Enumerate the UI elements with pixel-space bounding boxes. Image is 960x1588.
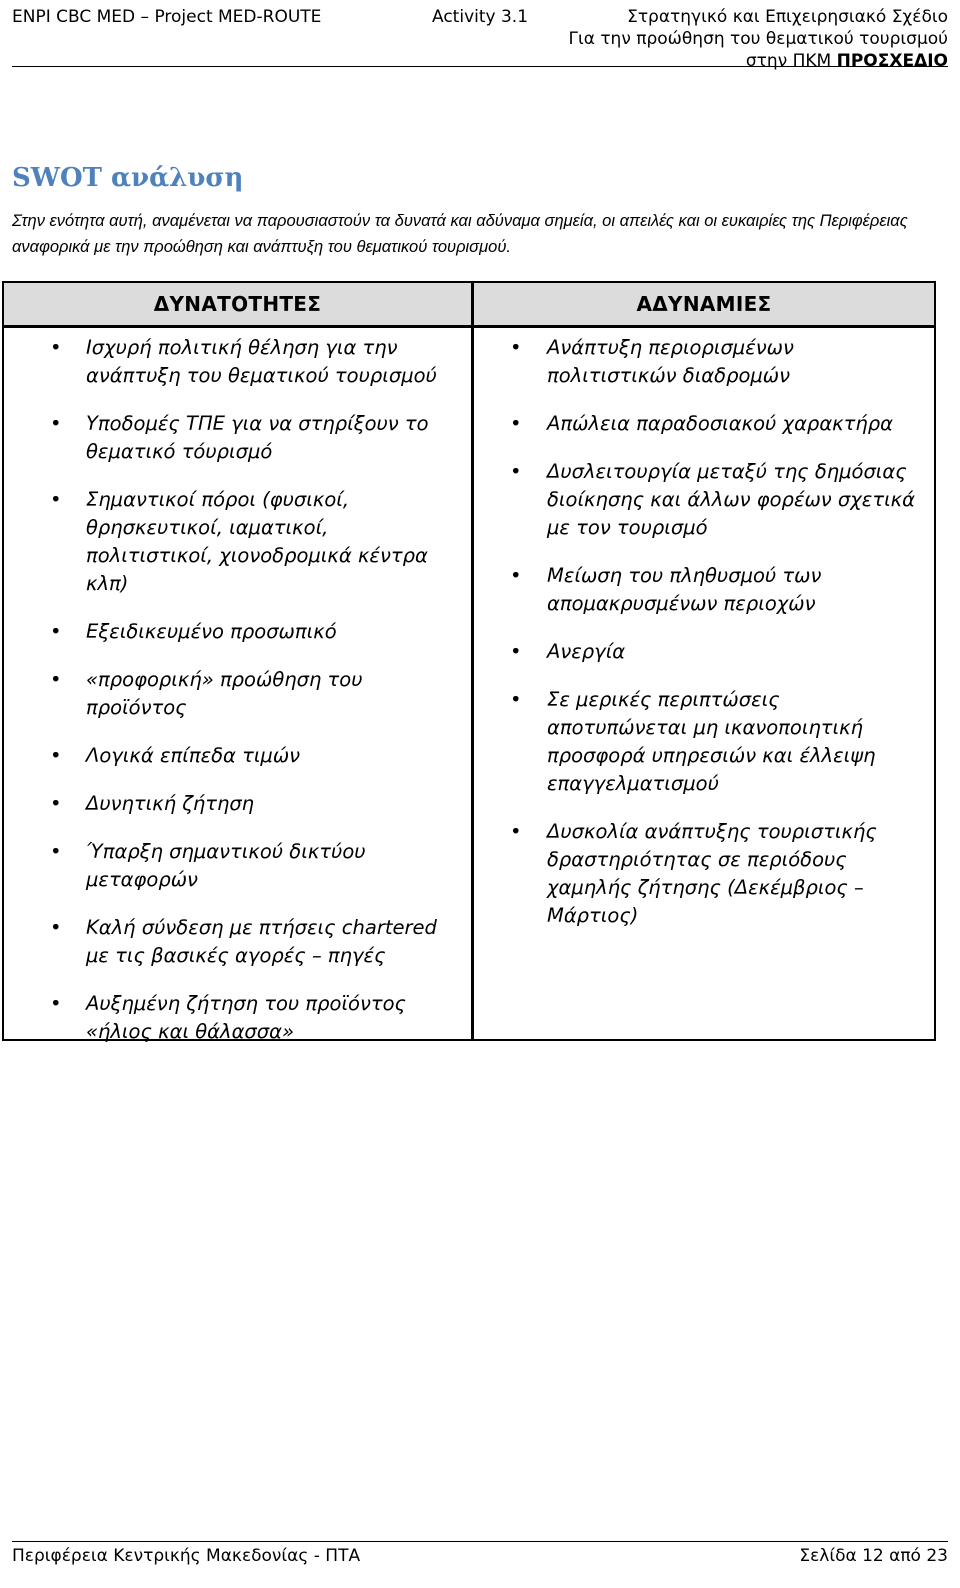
bullet-icon: • [510, 336, 522, 359]
bullet-icon: • [50, 840, 62, 863]
page-number: Σελίδα 12 από 23 [799, 1546, 948, 1566]
list-item [474, 818, 934, 930]
section-intro: Στην ενότητα αυτή, αναμένεται να παρουσιαστούν τα δυνατά και αδύναμα σημεία, οι απειλές και οι ευκαιρίες της Περιφέρειας αναφορικά με την προώθηση και ανάπτυξη του θεματικού τουρισμού. [12, 212, 908, 256]
bullet-icon: • [50, 992, 62, 1015]
draft-label: ΠΡΟΣΧΕΔΙΟ [836, 51, 948, 71]
list-item [4, 666, 471, 722]
list-item-text: Μείωση του πληθυσμού των απομακρυσμένων περιοχών [547, 564, 822, 615]
header-title-line-3 [568, 50, 948, 72]
list-item [4, 410, 471, 466]
list-item-text: Εξειδικευμένο προσωπικό [86, 620, 337, 643]
strengths-column [4, 283, 474, 1043]
list-item-text: Ύπαρξη σημαντικού δικτύου μεταφορών [86, 840, 366, 891]
header-document-title [568, 6, 948, 72]
bullet-icon: • [510, 564, 522, 587]
bullet-icon: • [50, 488, 62, 511]
list-item-text: Δυσλειτουργία μεταξύ της δημόσιας διοίκησης και άλλων φορέων σχετικά με τον τουρισμό [547, 460, 916, 539]
weaknesses-column [474, 283, 934, 1039]
weaknesses-list [474, 328, 934, 930]
list-item-text: Σημαντικοί πόροι (φυσικοί, θρησκευτικοί, ιαματικοί, πολιτιστικοί, χιονοδρομικά κέντρα κλπ) [86, 488, 428, 595]
header-activity: Activity 3.1 [432, 7, 529, 27]
list-item [4, 790, 471, 818]
bullet-icon: • [50, 336, 62, 359]
strengths-list [4, 328, 471, 1046]
list-item [474, 410, 934, 438]
footer-organization: Περιφέρεια Κεντρικής Μακεδονίας - ΠΤΑ [12, 1546, 361, 1566]
list-item [4, 914, 471, 970]
page-footer [12, 1541, 948, 1566]
header-title-line-3-text: στην ΠΚΜ [745, 51, 837, 71]
list-item-text: Ισχυρή πολιτική θέληση για την ανάπτυξη του θεματικού τουρισμού [86, 336, 437, 387]
bullet-icon: • [510, 688, 522, 711]
list-item-text: Αυξημένη ζήτηση του προϊόντος «ήλιος και θάλασσα» [86, 992, 406, 1043]
list-item-text: Σε μερικές περιπτώσεις αποτυπώνεται μη ικανοποιητική προσφορά υπηρεσιών και έλλειψη επαγγελματισμού [547, 688, 876, 795]
list-item-text: «προφορική» προώθηση του προϊόντος [86, 668, 363, 719]
bullet-icon: • [50, 620, 62, 643]
header-title-line-1: Στρατηγικό και Επιχειρησιακό Σχέδιο [627, 7, 948, 27]
list-item-text: Ανάπτυξη περιορισμένων πολιτιστικών διαδρομών [547, 336, 794, 387]
bullet-icon: • [510, 820, 522, 843]
list-item [4, 838, 471, 894]
weaknesses-heading: ΑΔΥΝΑΜΙΕΣ [474, 283, 934, 328]
bullet-icon: • [510, 640, 522, 663]
list-item [4, 486, 471, 598]
header-project: ENPI CBC MED – Project MED-ROUTE [12, 7, 322, 27]
list-item-text: Ανεργία [547, 640, 626, 663]
list-item-text: Καλή σύνδεση με πτήσεις chartered με τις βασικές αγορές – πηγές [86, 916, 437, 967]
bullet-icon: • [50, 792, 62, 815]
list-item-text: Απώλεια παραδοσιακού χαρακτήρα [547, 412, 893, 435]
bullet-icon: • [50, 412, 62, 435]
list-item [474, 458, 934, 542]
section-title: SWOT ανάλυση [12, 163, 244, 193]
list-item [474, 686, 934, 798]
list-item-text: Δυνητική ζήτηση [86, 792, 255, 815]
bullet-icon: • [50, 668, 62, 691]
list-item [4, 742, 471, 770]
strengths-heading: ΔΥΝΑΤΟΤΗΤΕΣ [4, 283, 471, 328]
list-item-text: Δυσκολία ανάπτυξης τουριστικής δραστηριότητας σε περιόδους χαμηλής ζήτησης (Δεκέμβριος – Μάρτιος) [547, 820, 877, 927]
page-header [12, 4, 948, 71]
list-item [474, 562, 934, 618]
list-item [4, 990, 471, 1046]
list-item-text: Λογικά επίπεδα τιμών [86, 744, 301, 767]
list-item [474, 334, 934, 390]
bullet-icon: • [50, 916, 62, 939]
list-item [474, 638, 934, 666]
list-item [4, 618, 471, 646]
header-title-line-2: Για την προώθηση του θεματικού τουρισμού [568, 29, 948, 49]
bullet-icon: • [510, 460, 522, 483]
list-item [4, 334, 471, 390]
swot-table [2, 281, 936, 1041]
bullet-icon: • [50, 744, 62, 767]
list-item-text: Υποδομές ΤΠΕ για να στηρίξουν το θεματικό τόυρισμό [86, 412, 429, 463]
bullet-icon: • [510, 412, 522, 435]
